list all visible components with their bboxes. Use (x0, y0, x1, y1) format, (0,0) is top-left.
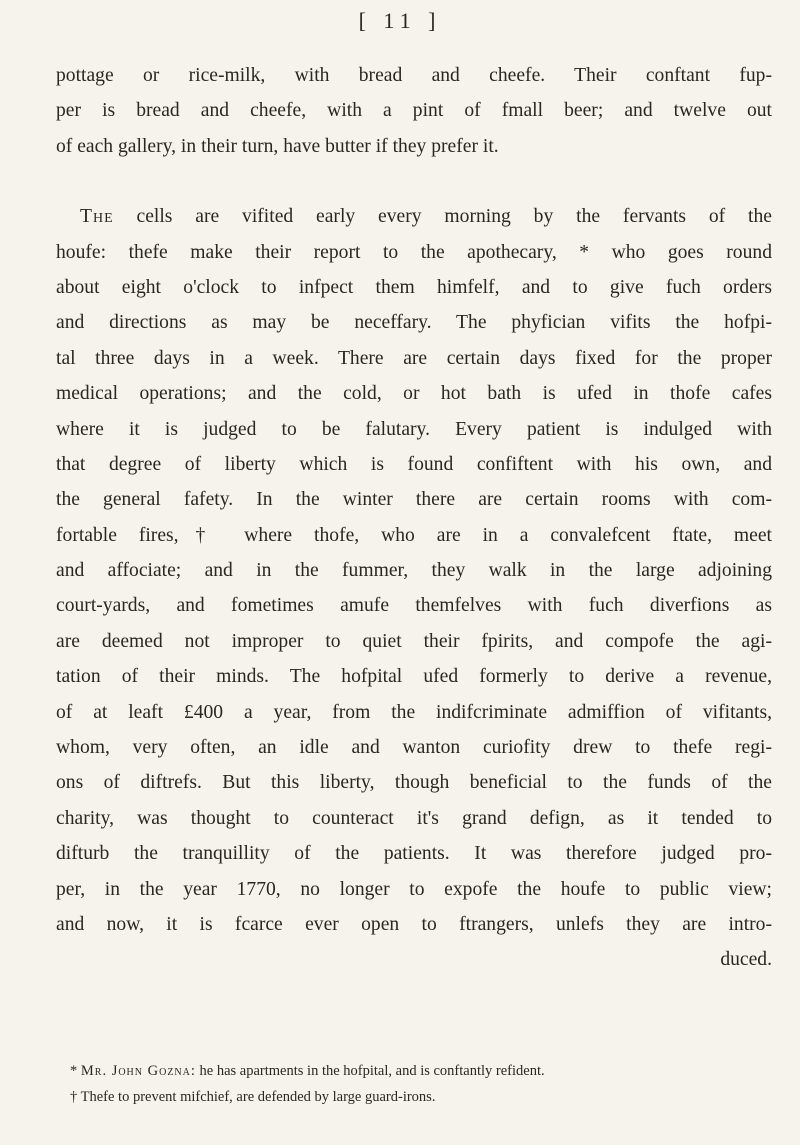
paragraph-line: tation of their minds. The hofpital ufed formerly to derive a revenue, (56, 666, 772, 688)
paragraph-line: charity, was thought to counteract it's grand defign, as it tended to (56, 807, 772, 829)
paragraph-line: fortable fires,† where thofe, who are in a convalefcent ftate, meet (56, 524, 772, 546)
footnote-text: he has apartments in the hofpital, and is conftantly refident. (199, 1063, 545, 1079)
paragraph-line: that degree of liberty which is found confiftent with his own, and (56, 453, 772, 475)
paragraph-line: ons of diftrefs. But this liberty, though beneficial to the funds of the (56, 772, 772, 794)
footnotes (70, 1058, 760, 1110)
paragraph-line: per, in the year 1770, no longer to expofe the houfe to public view; (56, 878, 772, 900)
paragraph-line: of each gallery, in their turn, have butter if they prefer it. (56, 135, 499, 157)
paragraph-line: and now, it is fcarce ever open to ftrangers, unlefs they are intro- (56, 913, 772, 935)
paragraph-line: whom, very often, an idle and wanton curiofity drew to thefe regi- (56, 737, 772, 759)
body-text (56, 58, 772, 978)
page-number: [ 11 ] (358, 8, 442, 33)
paragraph-line: court-yards, and fometimes amufe themfelves with fuch diverfions as (56, 595, 772, 617)
footnote-mark: † (70, 1089, 78, 1105)
catchword: duced. (720, 949, 772, 971)
paragraph-first-line-rest: cells are vifited early every morning by the fervants of the (136, 206, 772, 228)
footnote-text: Thefe to prevent mifchief, are defended by large guard-irons. (80, 1089, 436, 1105)
footnote-mark: * (70, 1063, 78, 1079)
paragraph-line: houfe: thefe make their report to the apothecary, * who goes round (56, 241, 772, 263)
footnote (70, 1058, 760, 1084)
paragraph-line: medical operations; and the cold, or hot bath is ufed in thofe cafes (56, 383, 772, 405)
footnote-name: Mr. John Gozna: (80, 1063, 196, 1079)
footnote (70, 1084, 760, 1110)
paragraph-line: pottage or rice-milk, with bread and cheefe. Their conftant fup- (56, 65, 772, 86)
paragraph-line: difturb the tranquillity of the patients. It was therefore judged pro- (56, 843, 772, 865)
paragraph-lead-word: The (80, 206, 114, 228)
paragraph-line: and directions as may be neceffary. The phyfician vifits the hofpi- (56, 312, 772, 334)
paragraph-line: are deemed not improper to quiet their fpirits, and compofe the agi- (56, 630, 772, 652)
paragraph-line: per is bread and cheefe, with a pint of fmall beer; and twelve out (56, 100, 772, 122)
paragraph-line: tal three days in a week. There are certain days fixed for the proper (56, 347, 772, 369)
paragraph-line: and affociate; and in the fummer, they walk in the large adjoining (56, 560, 772, 582)
paragraph-line: of at leaft £400 a year, from the indifcriminate admiffion of vifitants, (56, 701, 772, 723)
paragraph-line: where it is judged to be falutary. Every patient is indulged with (56, 418, 772, 440)
paragraph-line: the general fafety. In the winter there are certain rooms with com- (56, 489, 772, 511)
paragraph-line: about eight o'clock to infpect them himfelf, and to give fuch orders (56, 276, 772, 298)
paragraph-first-line (56, 199, 772, 234)
